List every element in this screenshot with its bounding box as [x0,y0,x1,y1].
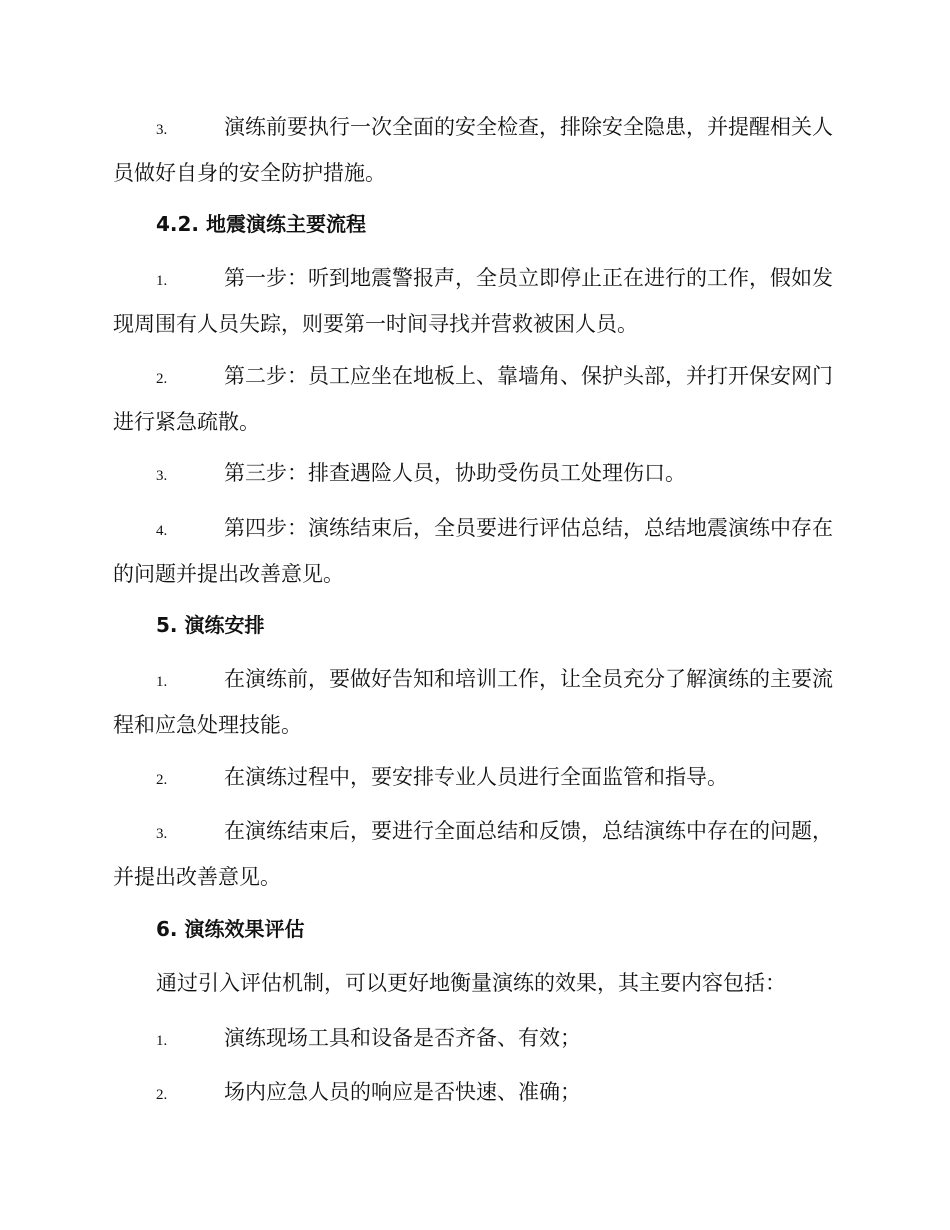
list-text: 在演练前，要做好告知和培训工作，让全员充分了解演练的主要流程和应急处理技能。 [113,667,833,737]
list-number: 1. [156,674,168,690]
list-number: 4. [156,523,168,539]
list-item [113,106,835,195]
list-number: 3. [156,826,168,842]
list-text: 在演练过程中，要安排专业人员进行全面监管和指导。 [224,765,728,789]
section-heading: 5. 演练安排 [156,613,265,637]
list-item [113,1017,835,1063]
section-heading: 6. 演练效果评估 [156,917,305,941]
list-number: 1. [156,273,168,289]
list-item [113,507,835,596]
list-text: 在演练结束后，要进行全面总结和反馈，总结演练中存在的问题，并提出改善意见。 [113,819,833,889]
section-heading: 4.2. 地震演练主要流程 [156,212,366,236]
list-text: 演练前要执行一次全面的安全检查，排除安全隐患，并提醒相关人员做好自身的安全防护措施。 [113,115,833,185]
list-item [113,810,835,899]
list-text: 第一步：听到地震警报声，全员立即停止正在进行的工作，假如发现周围有人员失踪，则要第一时间寻找并营救被困人员。 [113,266,833,336]
list-number: 3. [156,468,168,484]
list-text: 第二步：员工应坐在地板上、靠墙角、保护头部，并打开保安网门进行紧急疏散。 [113,364,833,434]
list-number: 2. [156,1087,168,1103]
list-item [113,257,835,346]
list-item [113,452,835,498]
list-item [113,355,835,444]
paragraph: 通过引入评估机制，可以更好地衡量演练的效果，其主要内容包括： [156,971,786,995]
list-number: 2. [156,772,168,788]
list-text: 第三步：排查遇险人员，协助受伤员工处理伤口。 [224,461,686,485]
list-number: 3. [156,122,168,138]
list-text: 演练现场工具和设备是否齐备、有效； [224,1026,581,1050]
list-text: 第四步：演练结束后，全员要进行评估总结，总结地震演练中存在的问题并提出改善意见。 [113,516,833,586]
list-number: 1. [156,1033,168,1049]
list-text: 场内应急人员的响应是否快速、准确； [224,1080,581,1104]
list-item [113,1071,835,1117]
list-item [113,756,835,802]
list-number: 2. [156,371,168,387]
list-item [113,658,835,747]
